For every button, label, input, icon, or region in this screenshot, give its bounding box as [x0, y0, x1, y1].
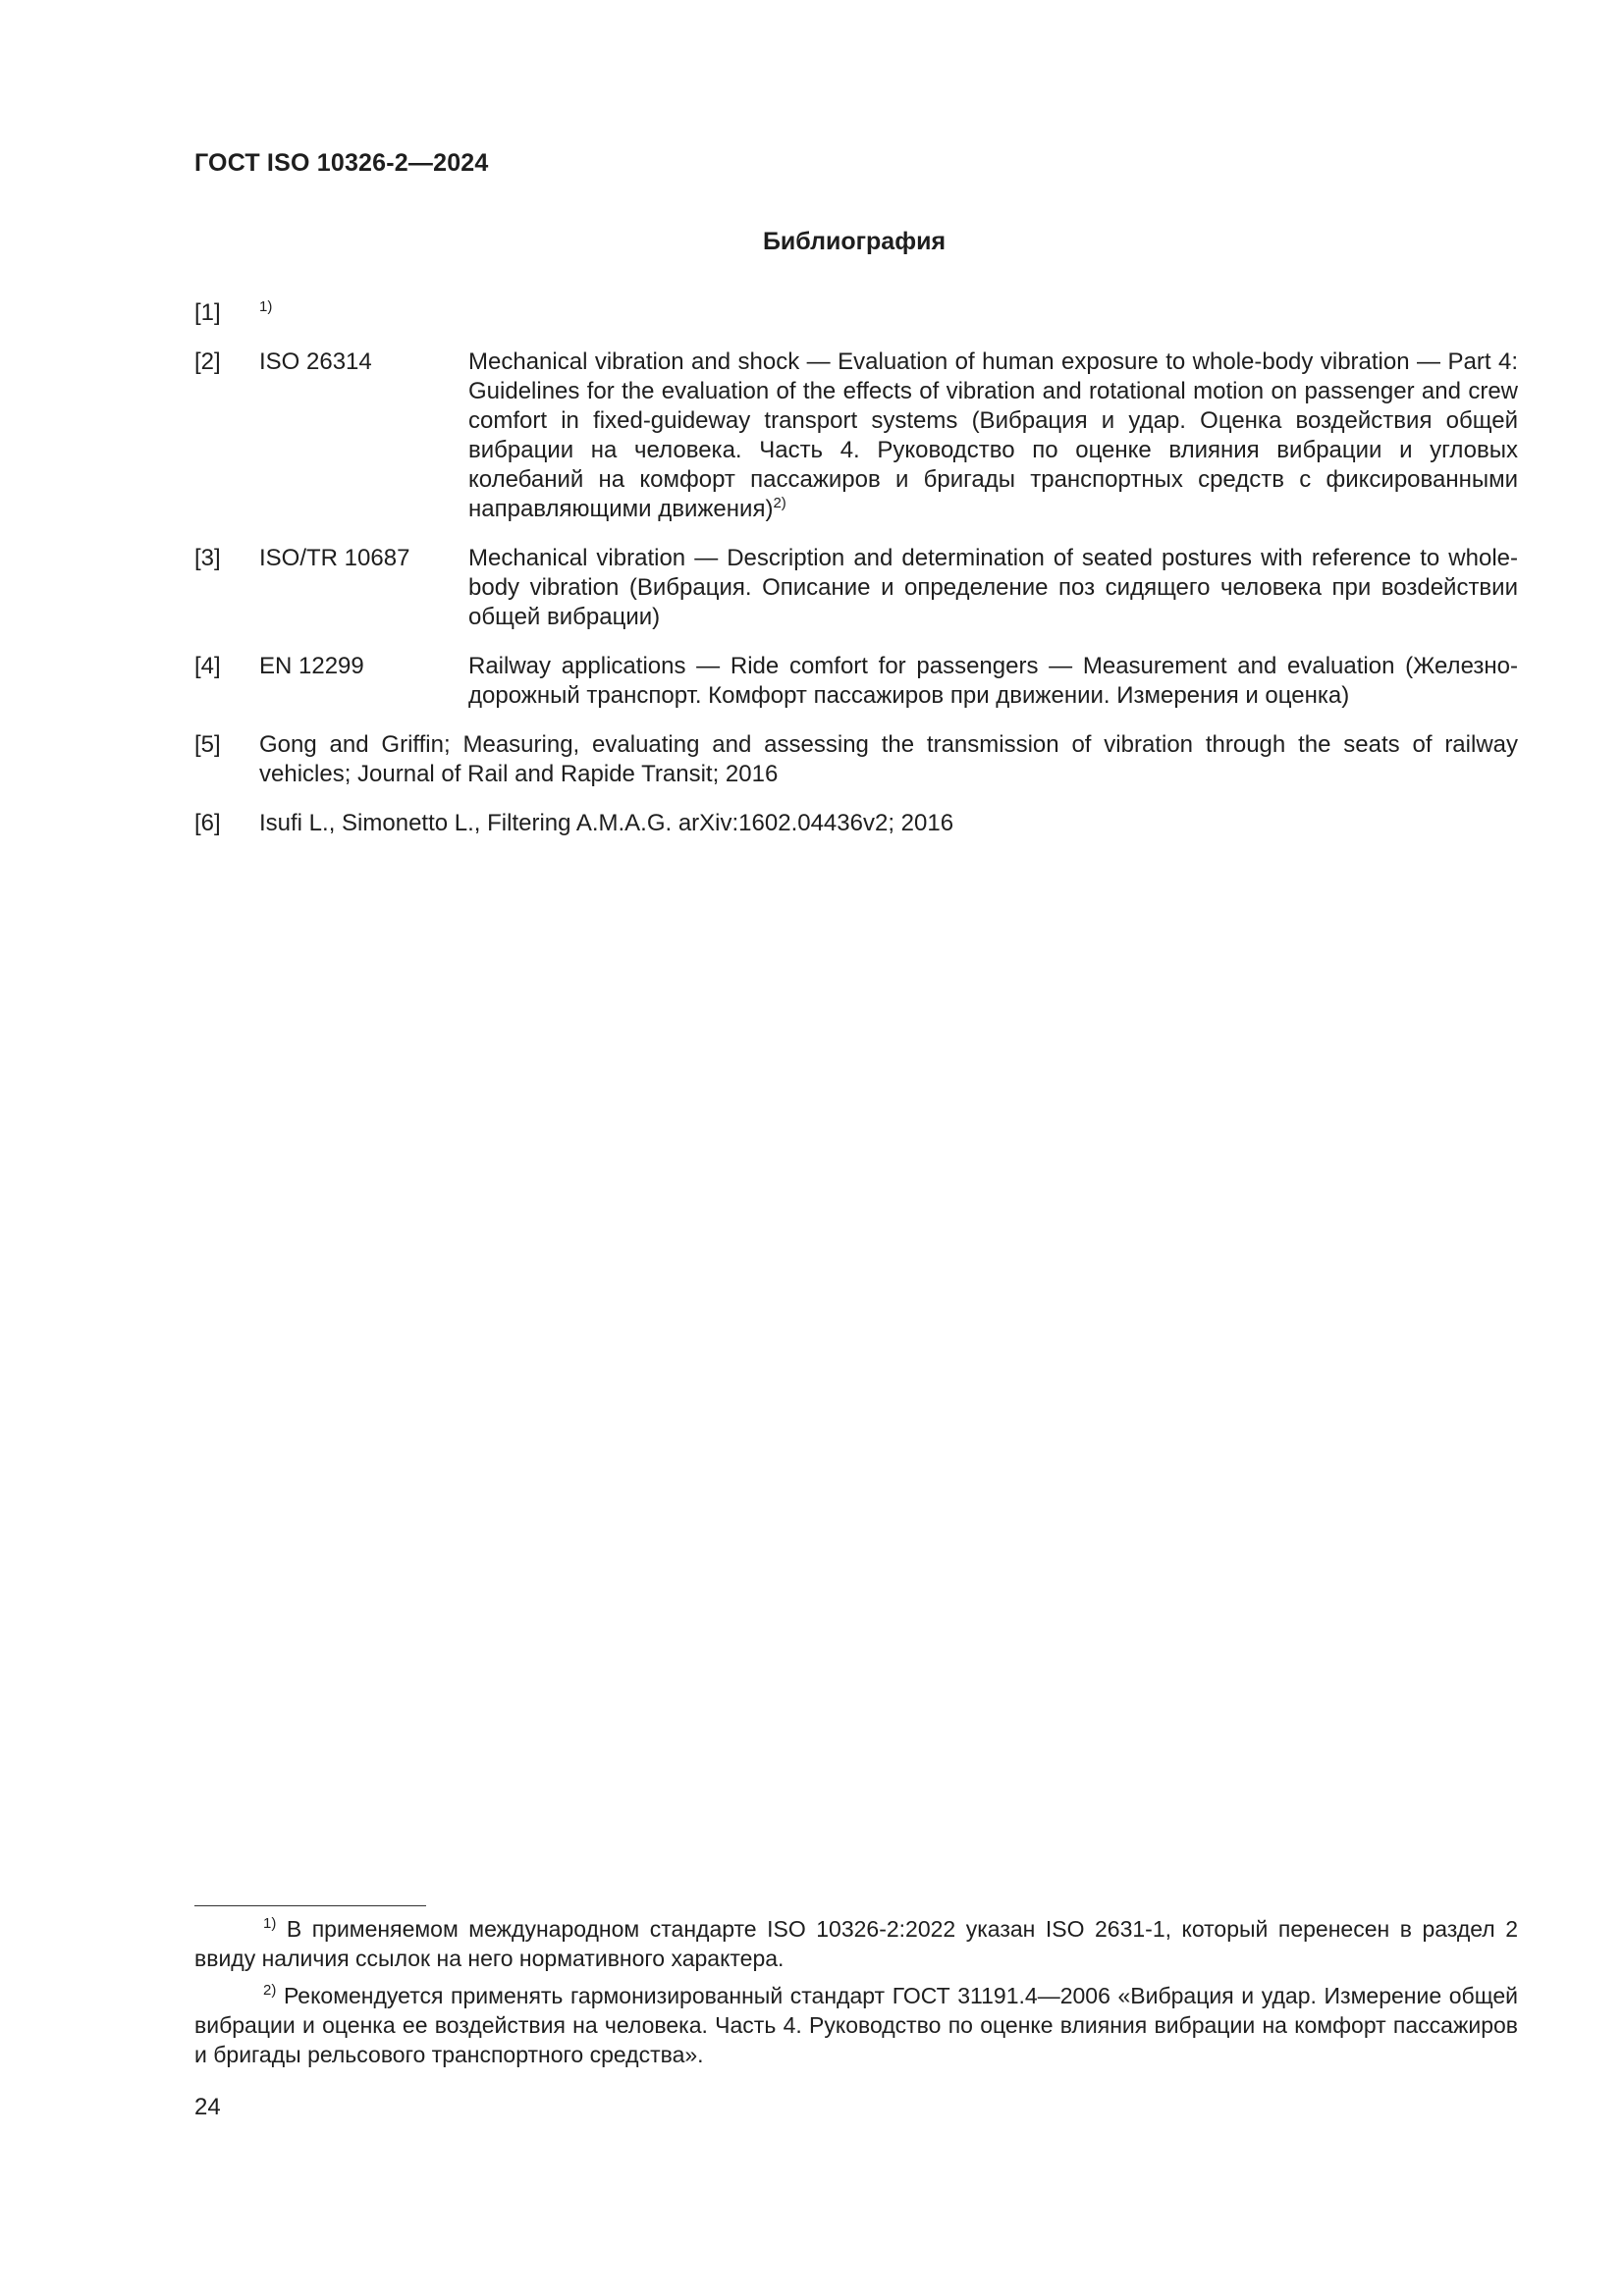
bibliography-item-text — [468, 298, 1518, 328]
footnote — [194, 1981, 1518, 2069]
bibliography-item-code: ISO/TR 10687 — [259, 545, 410, 571]
bibliography-item — [194, 347, 1518, 524]
bibliography-list — [194, 298, 1518, 858]
footnote-mark: 1) — [263, 1915, 277, 1932]
footnotes — [194, 1914, 1518, 2077]
bibliography-item-number: [1] — [194, 299, 221, 326]
bibliography-item — [194, 652, 1518, 711]
bibliography-item — [194, 809, 1518, 838]
footnote-ref: 1) — [259, 298, 273, 315]
page-number: 24 — [194, 2094, 221, 2120]
bibliography-item-code — [259, 298, 468, 328]
bibliography-item-number: [4] — [194, 653, 221, 679]
bibliography-item-number: [6] — [194, 810, 221, 836]
bibliography-item — [194, 298, 1518, 328]
bibliography-item-number: [5] — [194, 731, 221, 758]
bibliography-item-text: Mechanical vibration — Description and determination of seated postures with reference to whole-body vibration (Вибрация. Описание и определение поз сидящего человека при возdействии общей вибрации) — [468, 545, 1518, 630]
bibliography-item-code: ISO 26314 — [259, 348, 372, 375]
bibliography-item-text: Gong and Griffin; Measuring, evaluating and assessing the transmission of vibration through the seats of railway vehicles; Journal of Rail and Rapide Transit; 2016 — [259, 731, 1518, 787]
bibliography-item-text: Railway applications — Ride comfort for passengers — Measurement and evaluation (Железнодорожный транспорт. Комфорт пассажиров при движении. Измерения и оценка) — [468, 653, 1518, 709]
footnote — [194, 1914, 1518, 1973]
document-header: ГОСТ ISO 10326-2—2024 — [194, 149, 489, 177]
bibliography-item-number: [3] — [194, 545, 221, 571]
footnote-mark: 2) — [263, 1982, 277, 1999]
bibliography-title: Библиография — [762, 228, 947, 255]
footnote-text: Рекомендуется применять гармонизированный стандарт ГОСТ 31191.4—2006 «Вибрация и удар. Измерение общей вибрации и оценка ее воздействия на человека. Часть 4. Руководство по оценке влияния вибрации на комфорт пассажиров и бригады рельсового транспортного средства». — [194, 1983, 1519, 2067]
bibliography-item-code: EN 12299 — [259, 653, 364, 679]
bibliography-item-text: Mechanical vibration and shock — Evaluation of human exposure to whole-body vibration — Part 4: Guidelines for the evaluation of the effects of vibration and rotational motion on passenger and crew comfort in fixed-guideway transport systems (Вибрация и удар. Оценка воздействия общей вибрации на человека. Часть 4. Руководство по оценке влияния вибрации и угловых колебаний на комфорт пассажиров и бригады транспортных средств с фиксированными направляющими движения) — [468, 348, 1518, 522]
bibliography-item — [194, 730, 1518, 789]
footnote-divider — [194, 1905, 426, 1906]
bibliography-item — [194, 544, 1518, 632]
bibliography-item-number: [2] — [194, 348, 221, 375]
footnote-ref: 2) — [773, 495, 786, 511]
footnote-text: В применяемом международном стандарте ISO 10326-2:2022 указан ISO 2631-1, который перенесен в раздел 2 ввиду наличия ссылок на него нормативного характера. — [194, 1916, 1518, 1971]
bibliography-item-text: Isufi L., Simonetto L., Filtering A.M.A.G. arXiv:1602.04436v2; 2016 — [259, 810, 954, 836]
bibliography-item-description — [468, 347, 1518, 524]
